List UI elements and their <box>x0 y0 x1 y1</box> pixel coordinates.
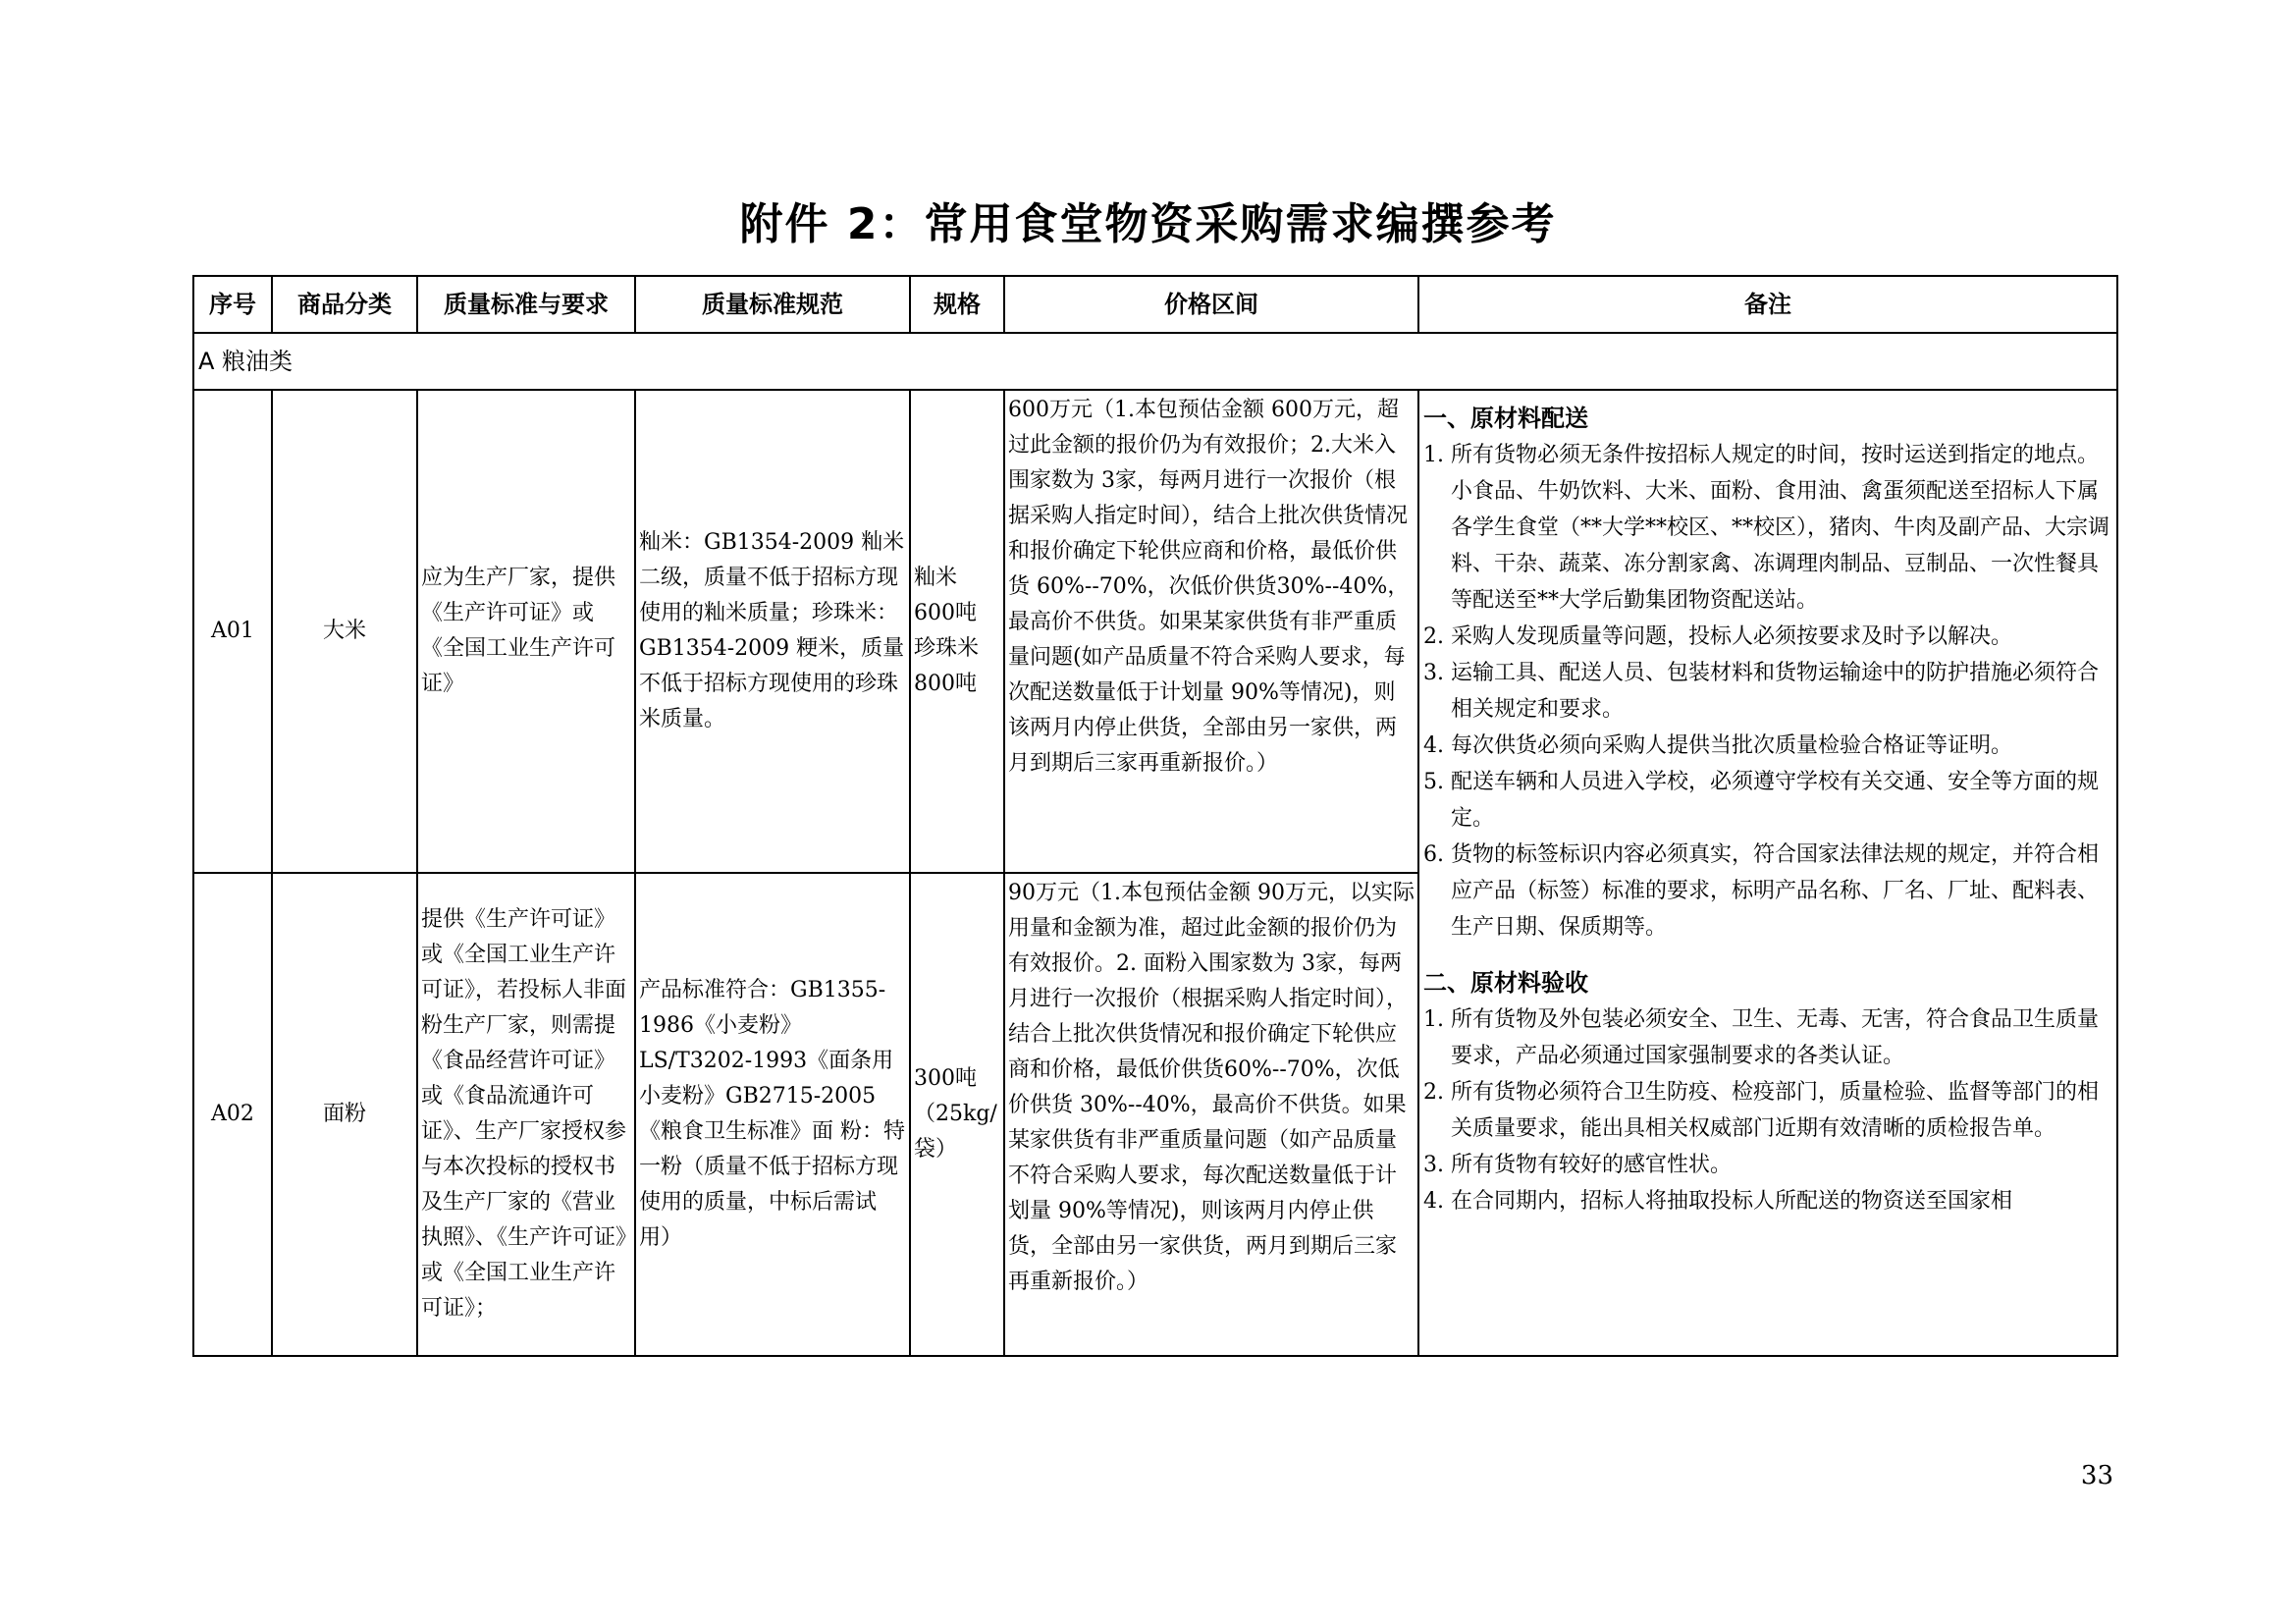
remarks-item: 3. 运输工具、配送人员、包装材料和货物运输途中的防护措施必须符合相关规定和要求。 <box>1423 661 2099 722</box>
header-quality-spec: 质量标准规范 <box>635 276 910 333</box>
table-header-row <box>193 276 2117 333</box>
header-remarks: 备注 <box>1418 276 2117 333</box>
remarks-item: 2. 采购人发现质量等问题，投标人必须按要求及时予以解决。 <box>1423 624 2012 649</box>
header-seq: 序号 <box>193 276 272 333</box>
remarks-heading-delivery: 一、原材料配送 <box>1423 405 1588 432</box>
header-spec: 规格 <box>910 276 1004 333</box>
row-seq: A02 <box>193 873 272 1356</box>
remarks-item: 1. 所有货物及外包装必须安全、卫生、无毒、无害，符合食品卫生质量要求，产品必须通过国家强制要求的各类认证。 <box>1423 1007 2099 1068</box>
header-price: 价格区间 <box>1004 276 1418 333</box>
remarks-item: 1. 所有货物必须无条件按招标人规定的时间，按时运送到指定的地点。小食品、牛奶饮料、大米、面粉、食用油、禽蛋须配送至招标人下属各学生食堂（**大学**校区、**校区），猪肉、牛肉及副产品、大宗调料、干杂、蔬菜、冻分割家禽、冻调理肉制品、豆制品、一次性餐具等配送至**大学后勤集团物资配送站。 <box>1423 443 2110 613</box>
procurement-table <box>192 275 2118 1357</box>
row-spec: 300吨（25kg/袋） <box>910 873 1004 1356</box>
section-row <box>193 333 2117 390</box>
row-quality-spec: 籼米：GB1354-2009 籼米二级，质量不低于招标方现使用的籼米质量；珍珠米：GB1354-2009 粳米，质量不低于招标方现使用的珍珠米质量。 <box>635 390 910 873</box>
row-quality-spec: 产品标准符合：GB1355-1986《小麦粉》LS/T3202-1993《面条用小麦粉》GB2715-2005《粮食卫生标准》面 粉：特一粉（质量不低于招标方现使用的质量，中标后需试用） <box>635 873 910 1356</box>
remarks-heading-inspection: 二、原材料验收 <box>1423 969 1588 997</box>
row-seq: A01 <box>193 390 272 873</box>
remarks-item: 4. 每次供货必须向采购人提供当批次质量检验合格证等证明。 <box>1423 733 2012 758</box>
remarks-item: 4. 在合同期内，招标人将抽取投标人所配送的物资送至国家相 <box>1423 1189 2012 1214</box>
page-number: 33 <box>2080 1461 2113 1490</box>
remarks-item: 6. 货物的标签标识内容必须真实，符合国家法律法规的规定，并符合相应产品（标签）标准的要求，标明产品名称、厂名、厂址、配料表、生产日期、保质期等。 <box>1423 842 2100 940</box>
row-quality-req: 提供《生产许可证》或《全国工业生产许可证》，若投标人非面粉生产厂家，则需提《食品经营许可证》或《食品流通许可证》、生产厂家授权参与本次投标的授权书及生产厂家的《营业执照》、《生产许可证》或《全国工业生产许可证》； <box>417 873 635 1356</box>
remarks-cell <box>1418 390 2117 1356</box>
header-quality-req: 质量标准与要求 <box>417 276 635 333</box>
section-label: A 粮油类 <box>193 333 2117 390</box>
remarks-item: 3. 所有货物有较好的感官性状。 <box>1423 1153 1732 1177</box>
remarks-item: 5. 配送车辆和人员进入学校，必须遵守学校有关交通、安全等方面的规定。 <box>1423 770 2099 831</box>
header-category: 商品分类 <box>272 276 417 333</box>
row-category: 面粉 <box>272 873 417 1356</box>
row-spec: 籼米 600吨 珍珠米 800吨 <box>910 390 1004 873</box>
page-title: 附件 2：常用食堂物资采购需求编撰参考 <box>739 199 1557 249</box>
table-row <box>193 390 2117 873</box>
remarks-item: 2. 所有货物必须符合卫生防疫、检疫部门，质量检验、监督等部门的相关质量要求，能出具相关权威部门近期有效清晰的质检报告单。 <box>1423 1080 2099 1141</box>
row-quality-req: 应为生产厂家，提供《生产许可证》或《全国工业生产许可证》 <box>417 390 635 873</box>
row-price: 90万元（1.本包预估金额 90万元，以实际用量和金额为准，超过此金额的报价仍为有效报价。2. 面粉入围家数为 3家，每两月进行一次报价（根据采购人指定时间），结合上批次供货情况和报价确定下轮供应商和价格，最低价供货60%--70%，次低价供货 30%--40%，最高价不供货。如果某家供货有非严重质量问题（如产品质量不符合采购人要求，每次配送数量低于计划量 90%等情况)，则该两月内停止供货，全部由另一家供货，两月到期后三家再重新报价。） <box>1004 873 1418 1356</box>
row-category: 大米 <box>272 390 417 873</box>
row-price: 600万元（1.本包预估金额 600万元，超过此金额的报价仍为有效报价；2.大米入围家数为 3家，每两月进行一次报价（根据采购人指定时间），结合上批次供货情况和报价确定下轮供应商和价格，最低价供货 60%--70%，次低价供货30%--40%，最高价不供货。如果某家供货有非严重质量问题(如产品质量不符合采购人要求，每次配送数量低于计划量 90%等情况)，则该两月内停止供货，全部由另一家供，两月到期后三家再重新报价。） <box>1004 390 1418 873</box>
